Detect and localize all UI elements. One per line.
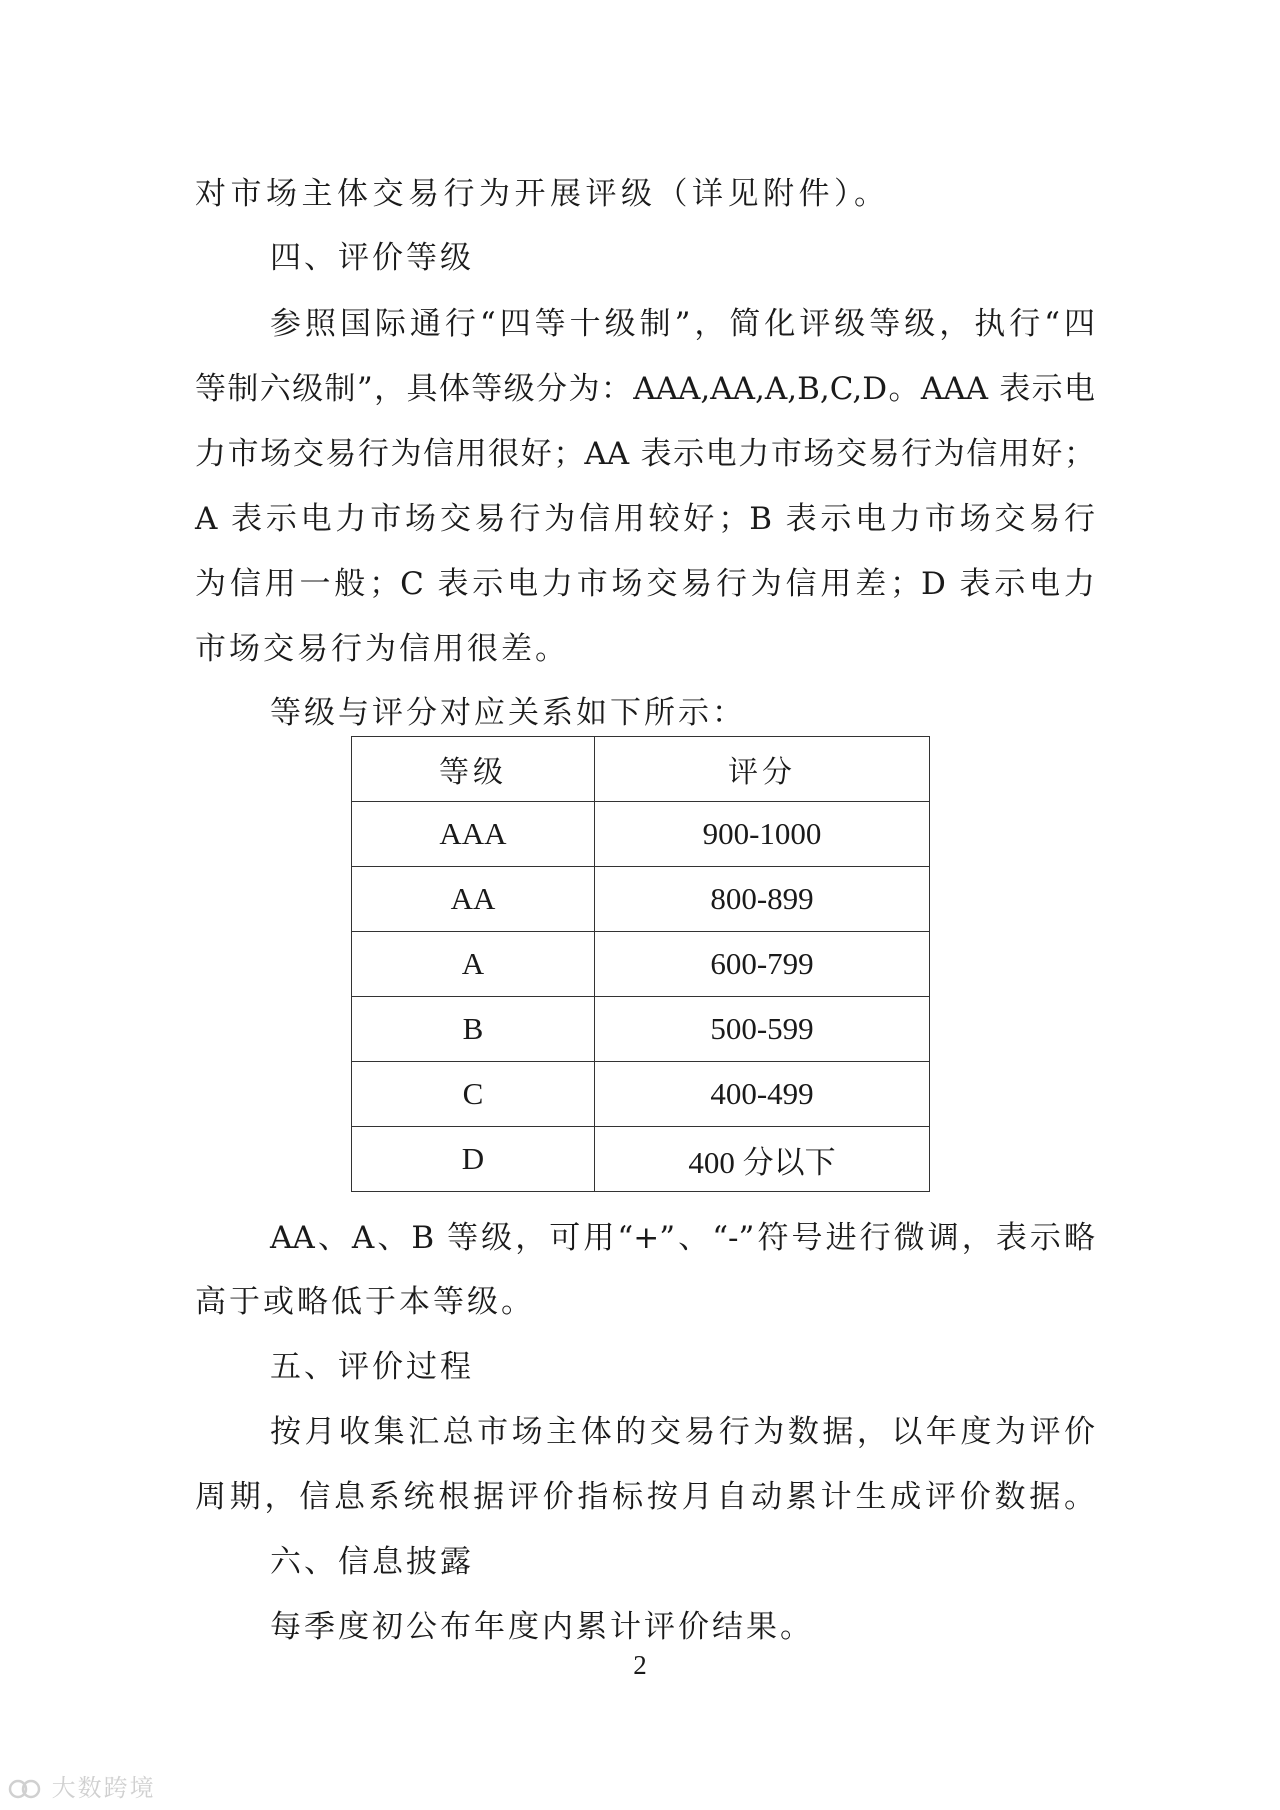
watermark-text: 大数跨境	[51, 1774, 156, 1802]
score-cell: 400 分以下	[595, 1127, 930, 1192]
paragraph-line: 市场交易行为信用很差。	[195, 631, 569, 667]
score-cell: 800-899	[595, 867, 930, 932]
grade-cell: B	[352, 997, 595, 1062]
table-row	[352, 1127, 930, 1192]
paragraph-line: 高于或略低于本等级。	[195, 1284, 535, 1320]
paragraph-line: 等制六级制”，具体等级分为：AAA,AA,A,B,C,D。AAA 表示电	[195, 371, 1095, 407]
grade-cell: AAA	[352, 802, 595, 867]
score-cell: 400-499	[595, 1062, 930, 1127]
grade-cell: AA	[352, 867, 595, 932]
paragraph-line: 按月收集汇总市场主体的交易行为数据，以年度为评价	[270, 1414, 1095, 1450]
table-header-cell: 等级	[352, 737, 595, 802]
table-row	[352, 802, 930, 867]
paragraph-line: A 表示电力市场交易行为信用较好；B 表示电力市场交易行	[195, 501, 1095, 537]
paragraph-line: 每季度初公布年度内累计评价结果。	[270, 1609, 814, 1645]
score-cell: 500-599	[595, 997, 930, 1062]
table-row	[352, 997, 930, 1062]
paragraph-line: 周期，信息系统根据评价指标按月自动累计生成评价数据。	[195, 1479, 1095, 1515]
grade-score-table	[351, 736, 930, 1192]
section-heading-grades: 四、评价等级	[270, 240, 474, 276]
paragraph-line: 参照国际通行“四等十级制”，简化评级等级，执行“四	[270, 306, 1095, 342]
table-header-row	[352, 737, 930, 802]
grade-cell: C	[352, 1062, 595, 1127]
grade-cell: A	[352, 932, 595, 997]
paragraph-line: 对市场主体交易行为开展评级（详见附件）。	[195, 176, 885, 212]
score-cell: 900-1000	[595, 802, 930, 867]
paragraph-line: AA、A、B 等级，可用“+”、“-”符号进行微调，表示略	[270, 1220, 1095, 1256]
paragraph-line: 等级与评分对应关系如下所示：	[270, 695, 746, 731]
table-row	[352, 1062, 930, 1127]
paragraph-line: 为信用一般；C 表示电力市场交易行为信用差；D 表示电力	[195, 566, 1095, 602]
section-heading-process: 五、评价过程	[270, 1349, 474, 1385]
table-row	[352, 932, 930, 997]
score-cell: 600-799	[595, 932, 930, 997]
watermark-logo-icon	[8, 1776, 42, 1802]
paragraph-line: 力市场交易行为信用很好；AA 表示电力市场交易行为信用好；	[195, 436, 1095, 472]
watermark	[8, 1768, 156, 1803]
table-row	[352, 867, 930, 932]
page-number: 2	[633, 1650, 647, 1680]
table-header-cell: 评分	[595, 737, 930, 802]
grade-cell: D	[352, 1127, 595, 1192]
section-heading-disclosure: 六、信息披露	[270, 1544, 474, 1580]
